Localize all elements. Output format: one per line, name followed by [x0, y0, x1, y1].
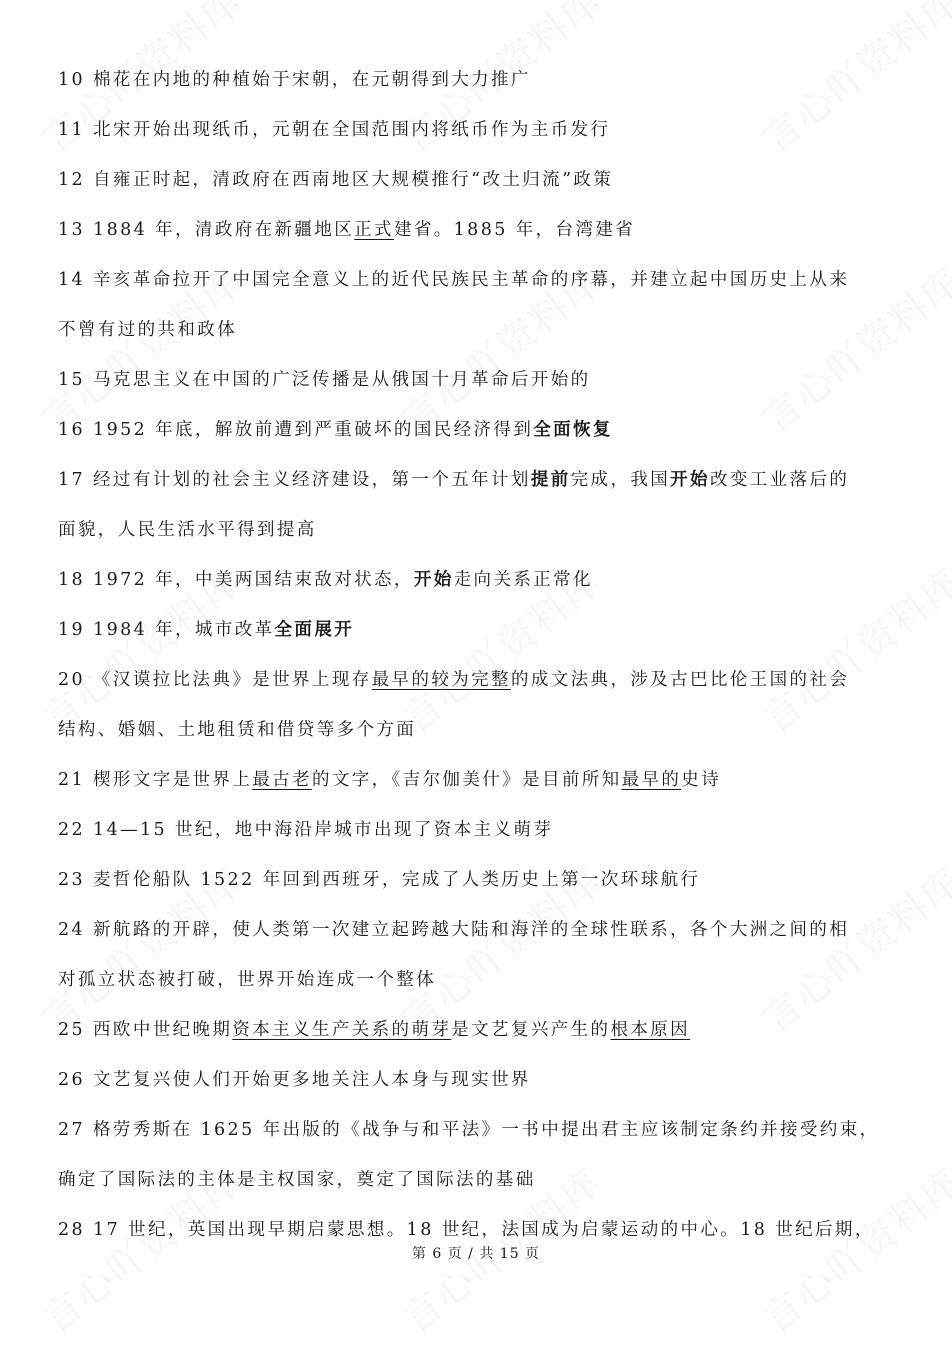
underlined-text: 根本原因	[610, 1020, 691, 1040]
document-line	[58, 662, 898, 712]
underlined-text: 最早的较为完整	[371, 670, 511, 690]
document-line	[58, 462, 898, 512]
text-segment: 13 1884 年，清政府在新疆地区	[58, 220, 355, 240]
document-line	[58, 712, 898, 762]
document-line	[58, 612, 898, 662]
document-line	[58, 562, 898, 612]
document-line	[58, 912, 898, 962]
bold-text: 全面恢复	[533, 420, 613, 440]
bold-text: 全面展开	[274, 620, 355, 640]
document-line	[58, 262, 898, 312]
text-segment: 27 格劳秀斯在 1625 年出版的《战争与和平法》一书中提出君主应该制定条约并接受约束，	[58, 1120, 880, 1140]
underlined-text: 最早的	[621, 770, 682, 790]
text-segment: 19 1984 年，城市改革	[58, 620, 275, 640]
document-line	[58, 362, 898, 412]
text-segment: 21 楔形文字是世界上	[58, 770, 253, 790]
bold-text: 提前	[530, 470, 571, 490]
text-segment: 26 文艺复兴使人们开始更多地关注人本身与现实世界	[58, 1070, 531, 1090]
document-line	[58, 962, 898, 1012]
document-line	[58, 762, 898, 812]
document-line	[58, 412, 898, 462]
document-line	[58, 162, 898, 212]
text-segment: 15 马克思主义在中国的广泛传播是从俄国十月革命后开始的	[58, 370, 591, 390]
document-line	[58, 62, 898, 112]
underlined-text: 正式	[354, 220, 394, 240]
document-line	[58, 312, 898, 362]
bold-text: 开始	[413, 570, 454, 590]
text-segment: 史诗	[681, 770, 722, 790]
text-segment: 的成文法典，涉及古巴比伦王国的社会	[510, 670, 850, 690]
text-segment: 24 新航路的开辟，使人类第一次建立起跨越大陆和海洋的全球性联系，各个大洲之间的相	[58, 920, 850, 940]
document-line	[58, 112, 898, 162]
document-line	[58, 1112, 898, 1162]
text-segment: 面貌，人民生活水平得到提高	[58, 520, 317, 540]
text-segment: 18 1972 年，中美两国结束敌对状态，	[58, 570, 414, 590]
text-segment: 14 辛亥革命拉开了中国完全意义上的近代民族民主革命的序幕，并建立起中国历史上从来	[58, 270, 850, 290]
text-segment: 16 1952 年底，解放前遭到严重破坏的国民经济得到	[58, 420, 534, 440]
text-segment: 确定了国际法的主体是主权国家，奠定了国际法的基础	[58, 1170, 536, 1190]
document-line	[58, 212, 898, 262]
text-segment: 11 北宋开始出现纸币，元朝在全国范围内将纸币作为主币发行	[58, 120, 611, 140]
text-segment: 12 自雍正时起，清政府在西南地区大规模推行“改土归流”政策	[58, 170, 614, 190]
text-segment: 10 棉花在内地的种植始于宋朝，在元朝得到大力推广	[58, 70, 531, 90]
text-segment: 的文字，《吉尔伽美什》是目前所知	[311, 770, 622, 790]
text-segment: 25 西欧中世纪晚期	[58, 1020, 233, 1040]
document-line	[58, 1012, 898, 1062]
text-segment: 走向关系正常化	[453, 570, 593, 590]
page-footer: 第 6 页 / 共 15 页	[411, 1246, 541, 1262]
text-segment: 17 经过有计划的社会主义经济建设，第一个五年计划	[58, 470, 531, 490]
text-segment: 结构、婚姻、土地租赁和借贷等多个方面	[58, 720, 417, 740]
document-line	[58, 512, 898, 562]
document-line	[58, 812, 898, 862]
text-segment: 28 17 世纪，英国出现早期启蒙思想。18 世纪，法国成为启蒙运动的中心。18 世纪后期，	[58, 1220, 875, 1240]
bold-text: 开始	[670, 470, 710, 490]
underlined-text: 最古老	[252, 770, 312, 790]
text-segment: 22 14—15 世纪，地中海沿岸城市出现了资本主义萌芽	[58, 820, 554, 840]
text-segment: 建省。1885 年，台湾建省	[393, 220, 636, 240]
text-segment: 是文艺复兴产生的	[451, 1020, 611, 1040]
text-segment: 23 麦哲伦船队 1522 年回到西班牙，完成了人类历史上第一次环球航行	[58, 870, 701, 890]
underlined-text: 资本主义生产关系的萌芽	[232, 1020, 452, 1040]
text-segment: 对孤立状态被打破，世界开始连成一个整体	[58, 970, 437, 990]
text-segment: 不曾有过的共和政体	[58, 320, 238, 340]
document-line	[58, 1062, 898, 1112]
text-segment: 改变工业落后的	[709, 470, 850, 490]
text-segment: 完成，我国	[570, 470, 671, 490]
document-body	[58, 62, 898, 1262]
text-segment: 20 《汉谟拉比法典》是世界上现存	[58, 670, 372, 690]
document-line	[58, 1162, 898, 1212]
document-line	[58, 862, 898, 912]
